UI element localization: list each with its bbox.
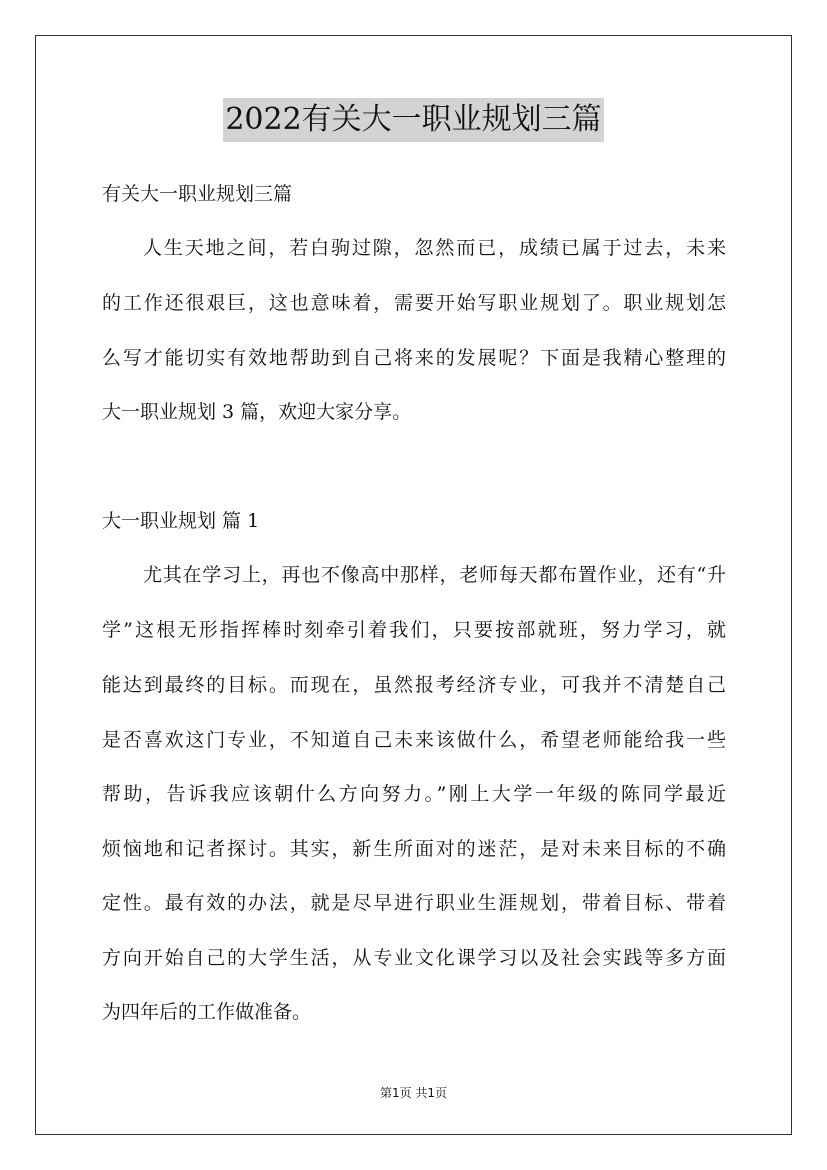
- intro-line: 的工作还很艰巨，这也意味着，需要开始写职业规划了。职业规划怎: [102, 292, 726, 314]
- section-line: 为四年后的工作做准备。: [102, 1001, 312, 1023]
- section-line: 是否喜欢这门专业，不知道自己未来该做什么，希望老师能给我一些: [102, 729, 726, 751]
- section-line: 方向开始自己的大学生活，从专业文化课学习以及社会实践等多方面: [102, 947, 726, 969]
- intro-line: 人生天地之间，若白驹过隙，忽然而已，成绩已属于过去，未来: [143, 237, 726, 259]
- section-line: 定性。最有效的办法，就是尽早进行职业生涯规划，带着目标、带着: [102, 892, 726, 914]
- section-line: 能达到最终的目标。而现在，虽然报考经济专业，可我并不清楚自己: [102, 674, 726, 696]
- section-heading: 大一职业规划 篇 1: [102, 510, 260, 532]
- section-line: 帮助，告诉我应该朝什么方向努力。”刚上大学一年级的陈同学最近: [102, 783, 726, 805]
- title-container: [0, 98, 827, 142]
- intro-line: 大一职业规划 3 篇，欢迎大家分享。: [102, 401, 412, 423]
- document-title: 2022有关大一职业规划三篇: [223, 98, 603, 142]
- intro-line: 么写才能切实有效地帮助到自己将来的发展呢？下面是我精心整理的: [102, 347, 726, 369]
- section-line: 学”这根无形指挥棒时刻牵引着我们，只要按部就班，努力学习，就: [102, 619, 726, 641]
- subtitle: 有关大一职业规划三篇: [102, 183, 293, 205]
- section-line: 烦恼地和记者探讨。其实，新生所面对的迷茫，是对未来目标的不确: [102, 838, 726, 860]
- page-footer: 第1页 共1页: [379, 1086, 448, 1100]
- section-line: 尤其在学习上，再也不像高中那样，老师每天都布置作业，还有“升: [143, 564, 726, 586]
